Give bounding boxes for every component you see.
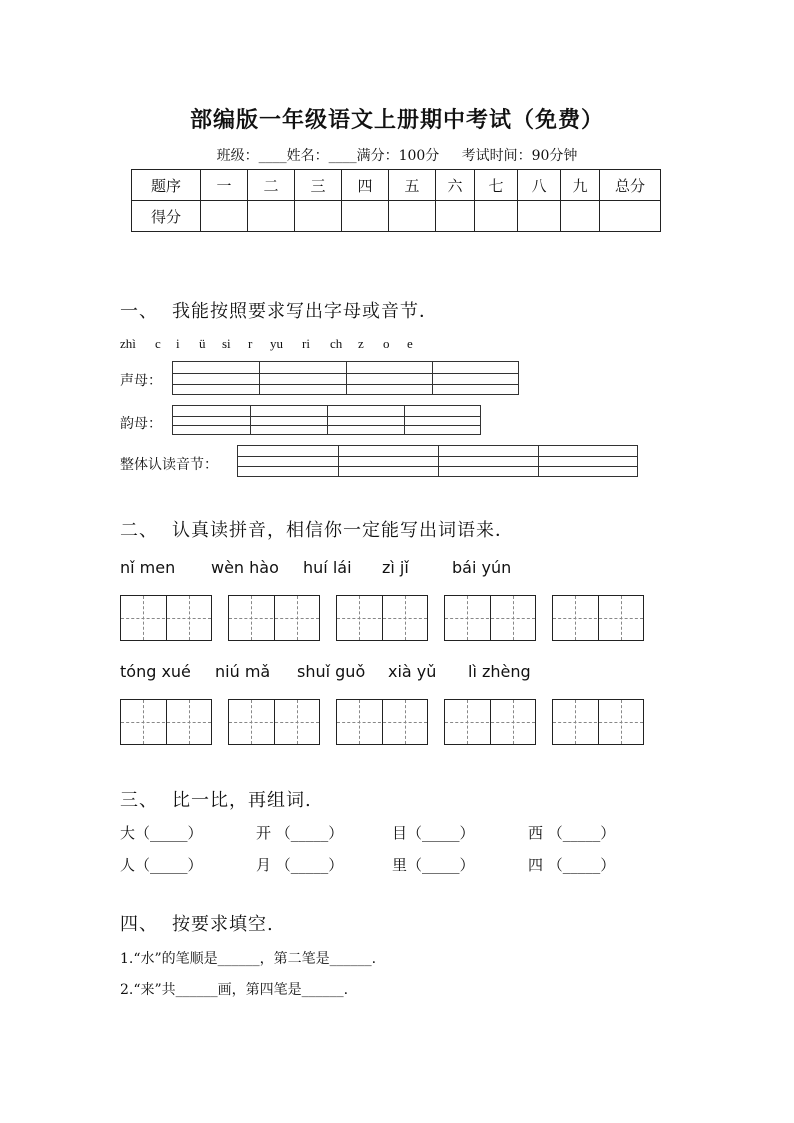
letter-item: ch	[330, 336, 343, 351]
letter-list	[0, 336, 794, 352]
section-title: 比一比，再组词.	[172, 790, 312, 811]
letter-item: ri	[302, 336, 310, 351]
score-cell[interactable]	[600, 201, 661, 232]
compare-item[interactable]: 西 （_____）	[528, 824, 616, 842]
score-header-cell: 八	[518, 170, 561, 201]
tianzige-box[interactable]	[552, 595, 644, 641]
section-number: 二、	[120, 520, 158, 541]
score-cell[interactable]	[561, 201, 600, 232]
letter-item: e	[407, 336, 413, 351]
section-1-heading	[120, 297, 438, 323]
exam-info	[0, 145, 794, 165]
tianzige-box[interactable]	[444, 699, 536, 745]
score-header-cell: 三	[295, 170, 342, 201]
pinyin-word: bái yún	[452, 558, 512, 577]
section-title: 我能按照要求写出字母或音节．	[172, 301, 438, 322]
compare-item[interactable]: 大（_____）	[120, 824, 203, 842]
section-3-heading	[120, 786, 312, 812]
pinyin-row-2	[0, 662, 794, 682]
score-header-cell: 九	[561, 170, 600, 201]
section-number: 四、	[120, 914, 158, 935]
full-score: 满分：100分	[356, 148, 440, 164]
score-row-label: 得分	[132, 201, 201, 232]
letter-item: r	[248, 336, 253, 351]
score-cell[interactable]	[342, 201, 389, 232]
pinyin-word: wèn hào	[211, 558, 279, 577]
compare-item[interactable]: 人（_____）	[120, 856, 203, 874]
letter-item: i	[176, 336, 180, 351]
compare-item[interactable]: 目（_____）	[392, 824, 475, 842]
name-field[interactable]: 姓名：____	[286, 148, 357, 164]
letter-item: ü	[199, 336, 206, 351]
letter-item: c	[155, 336, 161, 351]
score-cell[interactable]	[436, 201, 475, 232]
compare-item[interactable]: 里（_____）	[392, 856, 475, 874]
compare-item[interactable]: 四 （_____）	[528, 856, 616, 874]
section-2-heading	[120, 516, 514, 542]
letter-item: yu	[270, 336, 283, 351]
pinyin-word: niú mǎ	[215, 662, 271, 681]
tianzige-box[interactable]	[228, 699, 320, 745]
score-cell[interactable]	[201, 201, 248, 232]
page-title: 部编版一年级语文上册期中考试（免费）	[189, 107, 604, 133]
yunmu-label: 韵母：	[120, 416, 162, 432]
shengmu-label: 声母：	[120, 373, 162, 389]
exam-time: 考试时间：90分钟	[461, 148, 578, 164]
score-cell[interactable]	[518, 201, 561, 232]
section-title: 认真读拼音，相信你一定能写出词语来．	[172, 520, 514, 541]
score-table	[131, 169, 661, 232]
score-header-cell: 二	[248, 170, 295, 201]
section-4-heading	[120, 910, 274, 936]
pinyin-word: tóng xué	[120, 662, 191, 681]
section-number: 三、	[120, 790, 158, 811]
compare-item[interactable]: 月 （_____）	[256, 856, 344, 874]
pinyin-word: huí lái	[303, 558, 352, 577]
tianzige-box[interactable]	[336, 699, 428, 745]
pinyin-word: shuǐ guǒ	[297, 662, 366, 681]
tianzige-box[interactable]	[552, 699, 644, 745]
tianzige-box[interactable]	[228, 595, 320, 641]
tianzige-box[interactable]	[120, 699, 212, 745]
score-table-score-row	[132, 201, 661, 232]
letter-item: o	[383, 336, 390, 351]
zhengti-writing-grid[interactable]	[237, 445, 638, 477]
score-header-cell: 总分	[600, 170, 661, 201]
pinyin-word: lì zhèng	[468, 662, 531, 681]
pinyin-word: zì jǐ	[382, 558, 409, 577]
letter-item: z	[358, 336, 364, 351]
score-header-cell: 六	[436, 170, 475, 201]
score-header-cell: 五	[389, 170, 436, 201]
score-header-cell: 题序	[132, 170, 201, 201]
pinyin-word: nǐ men	[120, 558, 176, 577]
section-number: 一、	[120, 301, 158, 322]
score-header-cell: 七	[475, 170, 518, 201]
score-header-cell: 四	[342, 170, 389, 201]
compare-item[interactable]: 开 （_____）	[256, 824, 344, 842]
yunmu-writing-grid[interactable]	[172, 405, 481, 435]
pinyin-word: xià yǔ	[388, 662, 437, 681]
tianzige-box[interactable]	[444, 595, 536, 641]
tianzige-box[interactable]	[336, 595, 428, 641]
section-title: 按要求填空.	[172, 914, 274, 935]
fill-question-2[interactable]: 2.“来”共______画，第四笔是______.	[120, 982, 349, 998]
letter-item: si	[222, 336, 231, 351]
score-cell[interactable]	[295, 201, 342, 232]
score-header-cell: 一	[201, 170, 248, 201]
score-cell[interactable]	[248, 201, 295, 232]
class-field[interactable]: 班级：____	[216, 148, 287, 164]
score-cell[interactable]	[389, 201, 436, 232]
pinyin-row-1	[0, 558, 794, 578]
score-table-header-row	[132, 170, 661, 201]
shengmu-writing-grid[interactable]	[172, 361, 519, 395]
tianzige-box[interactable]	[120, 595, 212, 641]
score-cell[interactable]	[475, 201, 518, 232]
letter-item: zhì	[120, 336, 136, 351]
fill-question-1[interactable]: 1.“水”的笔顺是______，第二笔是______.	[120, 951, 377, 967]
zhengti-label: 整体认读音节：	[120, 457, 218, 473]
